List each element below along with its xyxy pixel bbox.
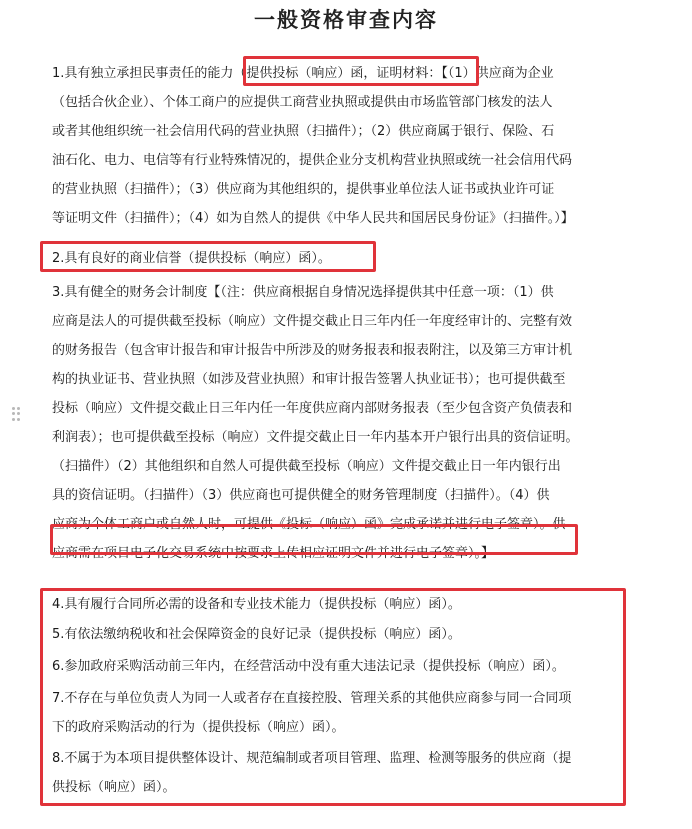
text-line: 或者其他组织统一社会信用代码的营业执照（扫描件）；（2）供应商属于银行、保险、石 [52, 124, 555, 139]
text-line: 油石化、电力、电信等有行业特殊情况的，提供企业分支机构营业执照或统一社会信用代码 [52, 153, 573, 168]
text-line: 应商为个体工商户或自然人时，可提供《投标（响应）函》完成承诺并进行电子签章）。供 [52, 517, 566, 532]
text-line: 的营业执照（扫描件）；（3）供应商为其他组织的，提供事业单位法人证书或执业许可证 [52, 182, 555, 197]
text-line: （包括合伙企业）、个体工商户的应提供工商营业执照或提供由市场监管部门核发的法人 [52, 95, 553, 110]
text-line: 应商需在项目电子化交易系统中按要求上传相应证明文件并进行电子签章）。】 [52, 546, 495, 561]
requirement-item-8 [52, 744, 612, 802]
requirement-item-6 [52, 652, 612, 681]
text-line: 6.参加政府采购活动前三年内，在经营活动中没有重大违法记录（提供投标（响应）函）。 [52, 659, 565, 674]
text-line: 3.具有健全的财务会计制度【（注：供应商根据自身情况选择提供其中任意一项：（1）供 [52, 285, 554, 300]
text-line: 7.不存在与单位负责人为同一人或者存在直接控股、管理关系的其他供应商参与同一合同项 [52, 691, 572, 706]
requirement-item-1 [52, 59, 612, 233]
text-line: 具的资信证明。（扫描件）（3）供应商也可提供健全的财务管理制度（扫描件）。（4）供 [52, 488, 550, 503]
page-title: 一般资格审查内容 [254, 7, 438, 32]
text-line: 构的执业证书、营业执照（如涉及营业执照）和审计报告签署人执业证书）；也可提供截至 [52, 372, 566, 387]
requirement-item-4 [52, 590, 612, 619]
text-line: （扫描件）（2）其他组织和自然人可提供截至投标（响应）文件提交截止日一年内银行出 [52, 459, 561, 474]
text-line: 利润表）；也可提供截至投标（响应）文件提交截止日一年内基本开户银行出具的资信证明。 [52, 430, 579, 445]
text-line: 投标（响应）文件提交截止日三年内任一年度供应商内部财务报表（至少包含资产负债表和 [52, 401, 573, 416]
requirement-item-5 [52, 620, 612, 649]
text-line: 5.有依法缴纳税收和社会保障资金的良好记录（提供投标（响应）函）。 [52, 627, 461, 642]
requirement-item-3 [52, 278, 612, 568]
text-line: 的财务报告（包含审计报告和审计报告中所涉及的财务报表和报表附注，以及第三方审计机 [52, 343, 573, 358]
text-line: 1.具有独立承担民事责任的能力（提供投标（响应）函，证明材料：【（1）供应商为企业 [52, 66, 554, 81]
text-line: 应商是法人的可提供截至投标（响应）文件提交截止日三年内任一年度经审计的、完整有效 [52, 314, 573, 329]
drag-handle-icon[interactable] [12, 407, 20, 421]
text-line: 供投标（响应）函）。 [52, 780, 176, 795]
requirement-item-2 [52, 244, 612, 273]
text-line: 下的政府采购活动的行为（提供投标（响应）函）。 [52, 720, 345, 735]
text-line: 等证明文件（扫描件）；（4）如为自然人的提供《中华人民共和国居民身份证》（扫描件。）】 [52, 211, 574, 226]
requirement-item-7 [52, 684, 612, 742]
text-line: 4.具有履行合同所必需的设备和专业技术能力（提供投标（响应）函）。 [52, 597, 461, 612]
text-line: 2.具有良好的商业信誉（提供投标（响应）函）。 [52, 251, 331, 266]
text-line: 8.不属于为本项目提供整体设计、规范编制或者项目管理、监理、检测等服务的供应商（提 [52, 751, 572, 766]
